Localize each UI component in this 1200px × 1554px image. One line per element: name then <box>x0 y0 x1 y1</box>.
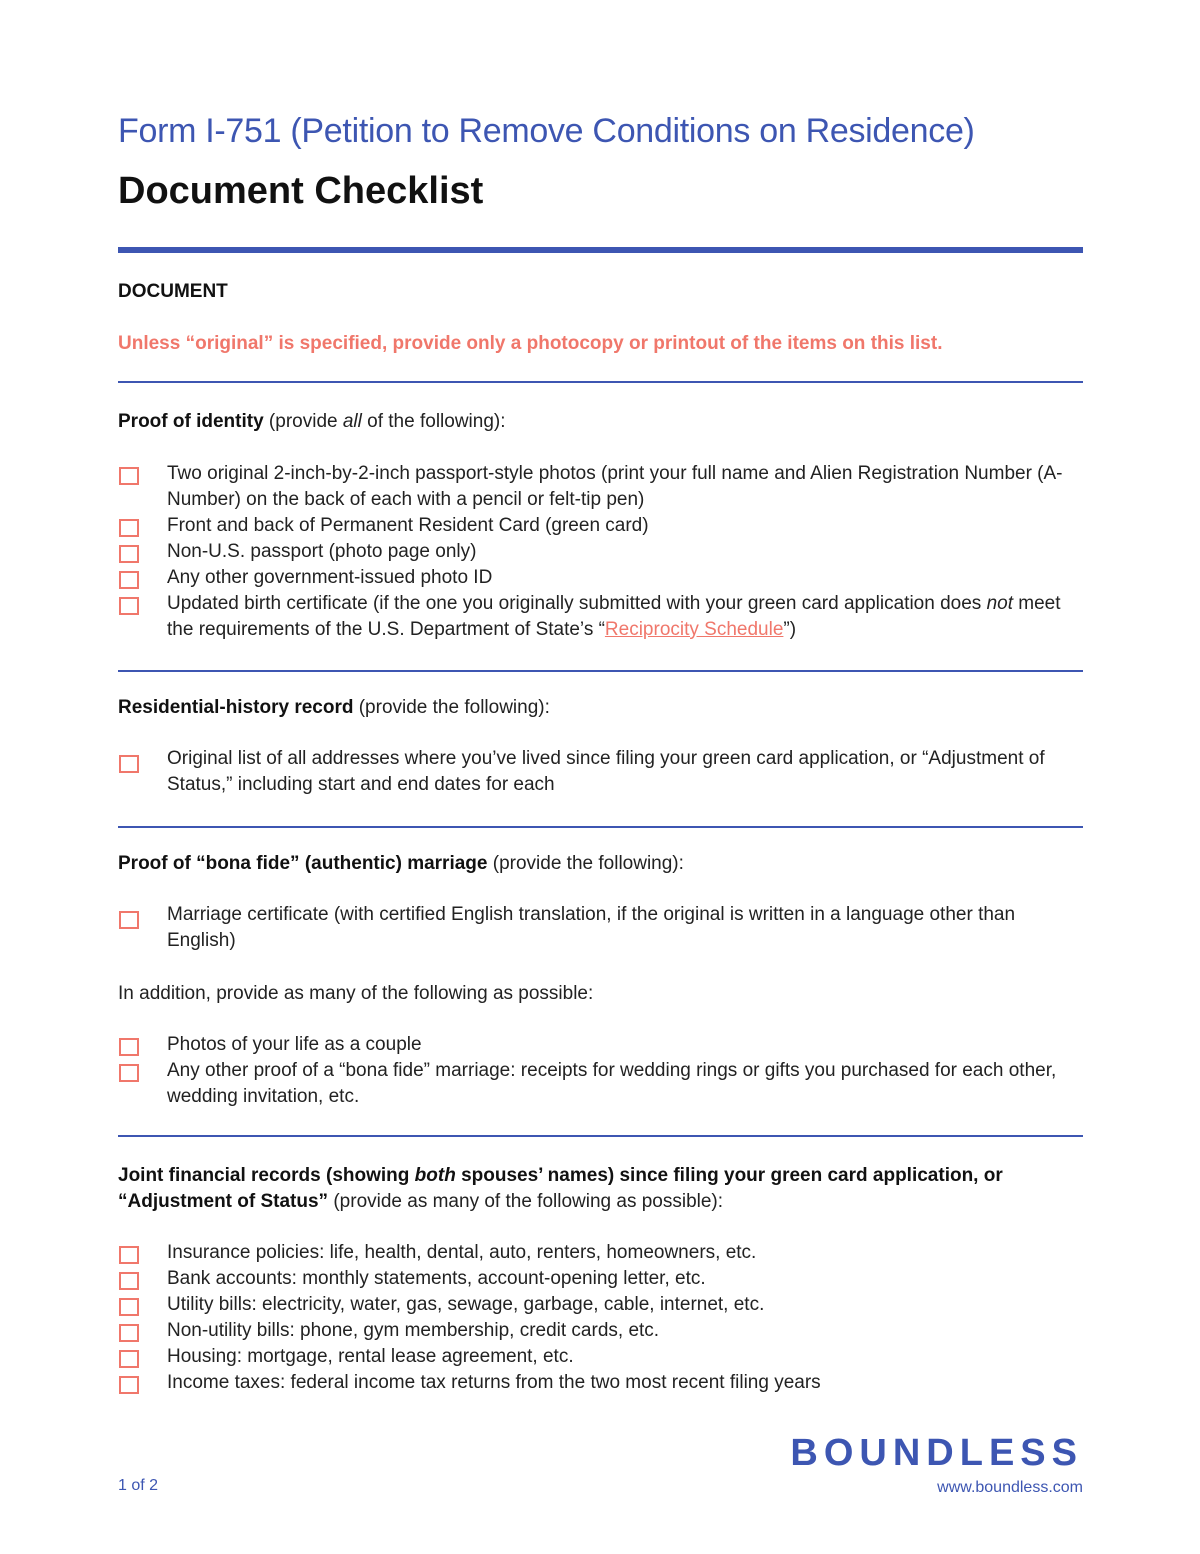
additional-intro: In addition, provide as many of the following as possible: <box>118 983 594 1004</box>
section-divider <box>118 826 1083 828</box>
page-title: Document Checklist <box>118 170 484 212</box>
residential-list <box>118 746 1083 798</box>
checkbox[interactable] <box>119 467 139 485</box>
website-link[interactable]: www.boundless.com <box>937 1479 1083 1496</box>
checkbox[interactable] <box>119 1324 139 1342</box>
checklist-item: Housing: mortgage, rental lease agreement, etc. <box>118 1344 1083 1370</box>
column-header: DOCUMENT <box>118 281 228 302</box>
checklist-item: Non-utility bills: phone, gym membership, credit cards, etc. <box>118 1318 1083 1344</box>
checkbox[interactable] <box>119 1376 139 1394</box>
section-divider <box>118 1135 1083 1137</box>
checklist-item: Insurance policies: life, health, dental, auto, renters, homeowners, etc. <box>118 1240 1083 1266</box>
checkbox[interactable] <box>119 1064 139 1082</box>
identity-heading-label: Proof of identity <box>118 411 264 432</box>
boundless-logo: BOUNDLESS <box>790 1432 1083 1474</box>
residential-heading-label: Residential-history record <box>118 697 354 718</box>
checkbox[interactable] <box>119 545 139 563</box>
checklist-item: Any other government-issued photo ID <box>118 565 1083 591</box>
checkbox[interactable] <box>119 597 139 615</box>
checklist-item: Front and back of Permanent Resident Card (green card) <box>118 513 1083 539</box>
checklist-item: Updated birth certificate (if the one you originally submitted with your green card application does not meet the requirements of the U.S. Department of State’s “Reciprocity Schedule”) <box>118 591 1083 643</box>
checkbox[interactable] <box>119 571 139 589</box>
identity-list <box>118 461 1083 643</box>
section-divider <box>118 381 1083 383</box>
checklist-item: Utility bills: electricity, water, gas, sewage, garbage, cable, internet, etc. <box>118 1292 1083 1318</box>
marriage-heading: Proof of “bona fide” (authentic) marriage (provide the following): <box>118 853 684 874</box>
instruction-note: Unless “original” is specified, provide only a photocopy or printout of the items on this list. <box>118 333 943 354</box>
marriage-additional-list <box>118 1032 1083 1110</box>
page-number: 1 of 2 <box>118 1477 159 1494</box>
checklist-item: Any other proof of a “bona fide” marriage: receipts for wedding rings or gifts you purchased for each other, wedding invitation, etc. <box>118 1058 1083 1110</box>
residential-heading: Residential-history record (provide the following): <box>118 697 550 718</box>
checkbox[interactable] <box>119 1298 139 1316</box>
section-divider <box>118 670 1083 672</box>
checklist-item: Non-U.S. passport (photo page only) <box>118 539 1083 565</box>
checklist-item: Photos of your life as a couple <box>118 1032 1083 1058</box>
checkbox[interactable] <box>119 755 139 773</box>
checkbox[interactable] <box>119 1272 139 1290</box>
identity-heading: Proof of identity (provide all of the following): <box>118 411 506 432</box>
marriage-list <box>118 902 1083 954</box>
marriage-heading-label: Proof of “bona fide” (authentic) marriage <box>118 853 488 874</box>
financial-heading-label: Joint financial records (showing both spouses’ names) since filing your green card application, or “Adjustment of Status” <box>118 1165 1003 1212</box>
checklist-item: Original list of all addresses where you’ve lived since filing your green card application, or “Adjustment of Status,” including start and end dates for each <box>118 746 1083 798</box>
form-subtitle: Form I-751 (Petition to Remove Conditions on Residence) <box>118 112 975 150</box>
checkbox[interactable] <box>119 1246 139 1264</box>
checkbox[interactable] <box>119 1350 139 1368</box>
checklist-item: Two original 2-inch-by-2-inch passport-style photos (print your full name and Alien Registration Number (A-Number) on the back of each with a pencil or felt-tip pen) <box>118 461 1083 513</box>
financial-heading: Joint financial records (showing both spouses’ names) since filing your green card application, or “Adjustment of Status” (provide as many of the following as possible): <box>118 1165 1003 1212</box>
checkbox[interactable] <box>119 911 139 929</box>
financial-list <box>118 1240 1083 1396</box>
reciprocity-schedule-link[interactable]: Reciprocity Schedule <box>604 619 784 640</box>
checklist-item: Bank accounts: monthly statements, account-opening letter, etc. <box>118 1266 1083 1292</box>
checkbox[interactable] <box>119 519 139 537</box>
checklist-item: Marriage certificate (with certified English translation, if the original is written in a language other than English) <box>118 902 1083 954</box>
checklist-page <box>118 0 1083 1554</box>
checkbox[interactable] <box>119 1038 139 1056</box>
checklist-item: Income taxes: federal income tax returns from the two most recent filing years <box>118 1370 1083 1396</box>
header-divider <box>118 247 1083 253</box>
